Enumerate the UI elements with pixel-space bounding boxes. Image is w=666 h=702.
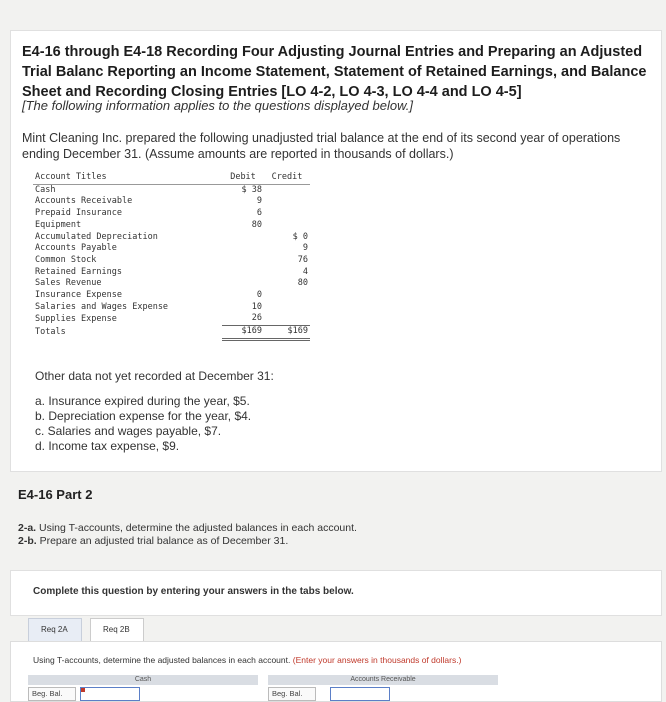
col-header-credit: Credit [264,172,310,184]
tab-req-2a[interactable]: Req 2A [28,618,82,642]
list-item: b. Depreciation expense for the year, $4. [35,409,252,423]
req-a-text: Using T-accounts, determine the adjusted balances in each account. [39,522,357,534]
other-data [35,369,274,454]
tab-instruction [33,655,461,665]
table-row: Equipment 80 [35,219,262,230]
table-row: Insurance Expense 0 [35,290,262,301]
problem-title: E4-16 through E4-18 Recording Four Adjusting Journal Entries and Preparing an Adjusted Trial Balanc Reporting an Income Statement, Statement of Retained Earnings, and Balance Sheet and Recording Closing Entries [LO 4-2, LO 4-3, LO 4-4 and LO 4-5] [22,44,647,100]
table-row: Prepaid Insurance 6 [35,208,262,219]
tab-req-2b[interactable]: Req 2B [90,618,144,642]
required-marker [81,688,85,692]
part-heading: E4-16 Part 2 [18,487,93,502]
table-row: Supplies Expense 26 [33,313,310,325]
cash-beg-bal-input[interactable] [80,687,140,701]
table-row: Cash $ 38 [35,184,262,195]
totals-credit: $169 [264,326,310,340]
totals-debit: $169 [222,326,264,340]
intro-text: Mint Cleaning Inc. prepared the following unadjusted trial balance at the end of its second year of operations ending December 31. (Assume amounts are reported in thousands of dollars.) [22,131,621,161]
table-row: Sales Revenue 80 [35,278,308,289]
requirements [18,522,357,548]
list-item: d. Income tax expense, $9. [35,439,180,453]
beg-bal-label-cash: Beg. Bal. [28,687,76,701]
instruction-text: Using T-accounts, determine the adjusted balances in each account. [33,655,291,665]
table-row: Retained Earnings 4 [35,266,308,277]
list-item: c. Salaries and wages payable, $7. [35,424,222,438]
instruction-note: (Enter your answers in thousands of dollars.) [292,655,462,665]
table-row: Accumulated Depreciation $ 0 [35,231,308,242]
t-account-ar-header: Accounts Receivable [268,675,498,685]
col-header-account-titles: Account Titles [33,172,222,184]
req-a-label: 2-a. [18,522,37,534]
req-b-label: 2-b. [18,535,37,547]
complete-banner [10,570,662,616]
other-data-heading: Other data not yet recorded at December 31: [35,369,274,383]
trial-balance-table [33,172,310,341]
beg-bal-label-ar: Beg. Bal. [268,687,316,701]
table-row: Common Stock 76 [35,254,308,265]
t-account-cash-header: Cash [28,675,258,685]
col-header-debit: Debit [222,172,264,184]
list-item: a. Insurance expired during the year, $5. [35,394,250,408]
totals-label: Totals [35,326,66,337]
table-row: Accounts Payable 9 [35,243,308,254]
req-b-text: Prepare an adjusted trial balance as of December 31. [39,535,289,547]
table-header-row [33,172,310,184]
ar-beg-bal-input[interactable] [330,687,390,701]
table-row: Salaries and Wages Expense 10 [35,301,262,312]
applies-note: [The following information applies to the questions displayed below.] [22,98,413,113]
table-row: Accounts Receivable 9 [35,196,262,207]
totals-row [33,326,310,340]
complete-banner-text: Complete this question by entering your answers in the tabs below. [33,586,354,597]
